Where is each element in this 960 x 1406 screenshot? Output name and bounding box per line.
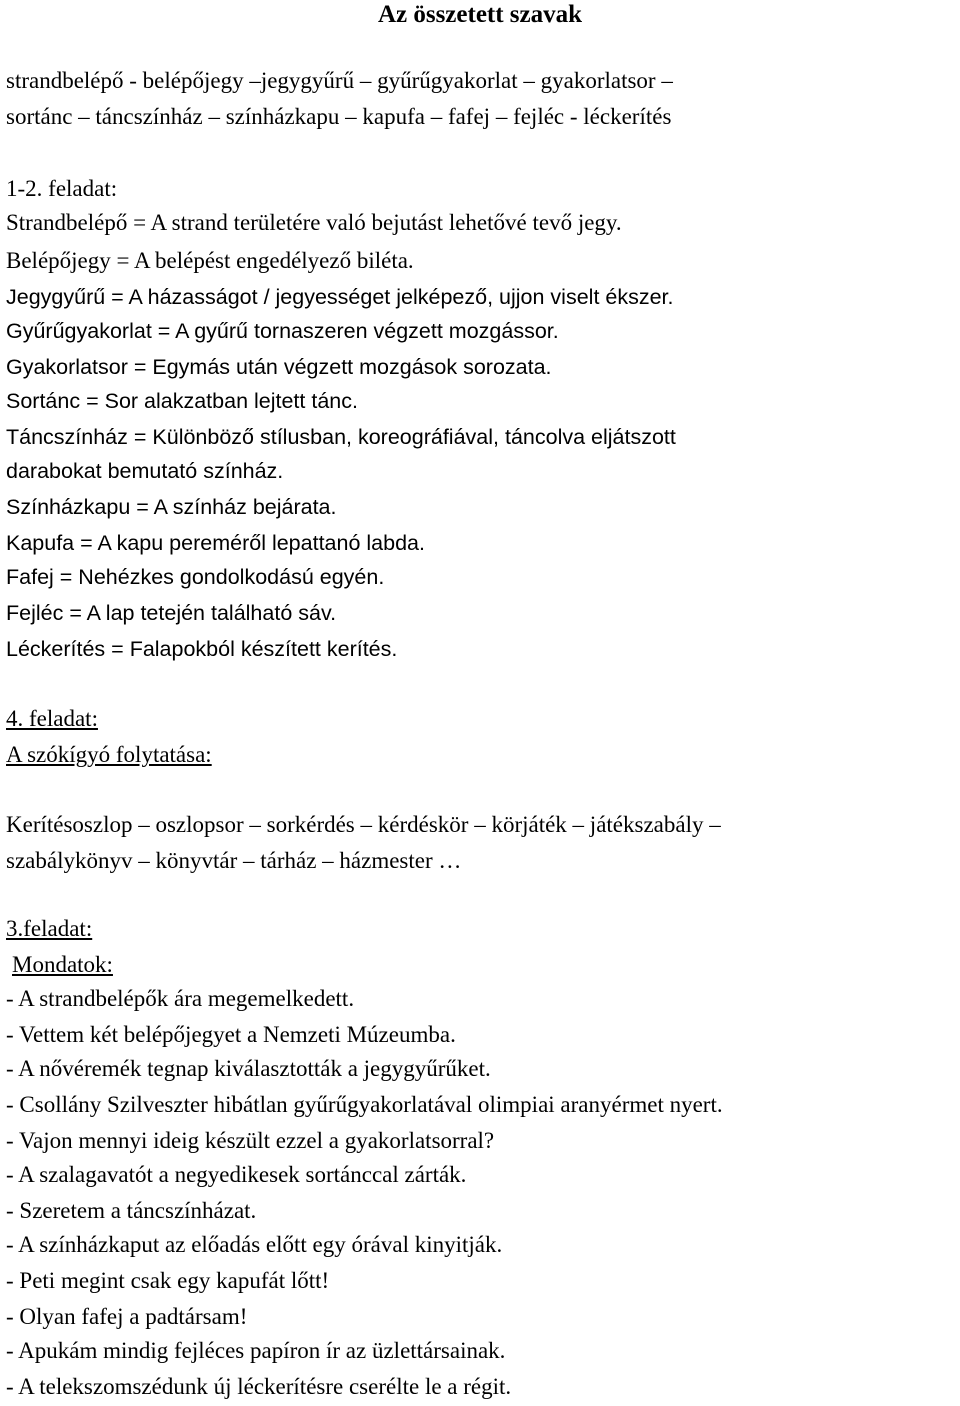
definition-line: Léckerítés = Falapokból készített kerítés.	[6, 637, 398, 661]
definition-line: Kapufa = A kapu pereméről lepattanó labda.	[6, 531, 425, 555]
definition-line: Strandbelépő = A strand területére való bejutást lehetővé tevő jegy.	[6, 210, 622, 235]
task-4-subheading: A szókígyó folytatása:	[6, 742, 212, 767]
definition-line: Színházkapu = A színház bejárata.	[6, 495, 337, 519]
word-snake-line: szabálykönyv – könyvtár – tárház – házmester …	[6, 848, 462, 873]
sentence-line: - Vajon mennyi ideig készült ezzel a gyakorlatsorral?	[6, 1128, 495, 1153]
sentence-line: - A telekszomszédunk új léckerítésre cserélte le a régit.	[6, 1374, 512, 1399]
definition-line: Gyakorlatsor = Egymás után végzett mozgások sorozata.	[6, 355, 552, 379]
page-title: Az összetett szavak	[377, 1, 583, 28]
word-chain-line: strandbelépő - belépőjegy –jegygyűrű – gyűrűgyakorlat – gyakorlatsor –	[6, 68, 673, 93]
definition-line: Fejléc = A lap tetején található sáv.	[6, 601, 337, 625]
task-1-2-heading: 1-2. feladat:	[6, 176, 118, 201]
sentence-line: - Olyan fafej a padtársam!	[6, 1304, 248, 1329]
definition-line: Gyűrűgyakorlat = A gyűrű tornaszeren végzett mozgássor.	[6, 319, 559, 343]
sentence-line: - Peti megint csak egy kapufát lőtt!	[6, 1268, 330, 1293]
definition-line: Belépőjegy = A belépést engedélyező biléta.	[6, 248, 414, 273]
sentence-line: - A szalagavatót a negyedikesek sortánccal zárták.	[6, 1162, 467, 1187]
sentence-line: - A nővéremék tegnap kiválasztották a jegygyűrűket.	[6, 1056, 491, 1081]
word-snake-line: Kerítésoszlop – oszlopsor – sorkérdés – kérdéskör – körjáték – játékszabály –	[6, 812, 721, 837]
sentence-line: - A strandbelépők ára megemelkedett.	[6, 986, 355, 1011]
task-4-heading: 4. feladat:	[6, 706, 98, 731]
sentence-line: - A színházkaput az előadás előtt egy órával kinyitják.	[6, 1232, 503, 1257]
definition-line: Sortánc = Sor alakzatban lejtett tánc.	[6, 389, 358, 413]
task-3-subheading: Mondatok:	[12, 952, 113, 977]
task-3-heading: 3.feladat:	[6, 916, 93, 941]
sentence-line: - Vettem két belépőjegyet a Nemzeti Múzeumba.	[6, 1022, 456, 1047]
word-chain-line: sortánc – táncszínház – színházkapu – kapufa – fafej – fejléc - léckerítés	[6, 104, 672, 129]
definition-line: Fafej = Nehézkes gondolkodású egyén.	[6, 565, 385, 589]
sentence-line: - Apukám mindig fejléces papíron ír az üzlettársainak.	[6, 1338, 506, 1363]
sentence-line: - Csollány Szilveszter hibátlan gyűrűgyakorlatával olimpiai aranyérmet nyert.	[6, 1092, 723, 1117]
definition-line: Jegygyűrű = A házasságot / jegyességet jelképező, ujjon viselt ékszer.	[6, 285, 674, 309]
definition-line: Táncszínház = Különböző stílusban, koreográfiával, táncolva eljátszott	[6, 425, 676, 449]
sentence-line: - Szeretem a táncszínházat.	[6, 1198, 257, 1223]
definition-line: darabokat bemutató színház.	[6, 459, 284, 483]
